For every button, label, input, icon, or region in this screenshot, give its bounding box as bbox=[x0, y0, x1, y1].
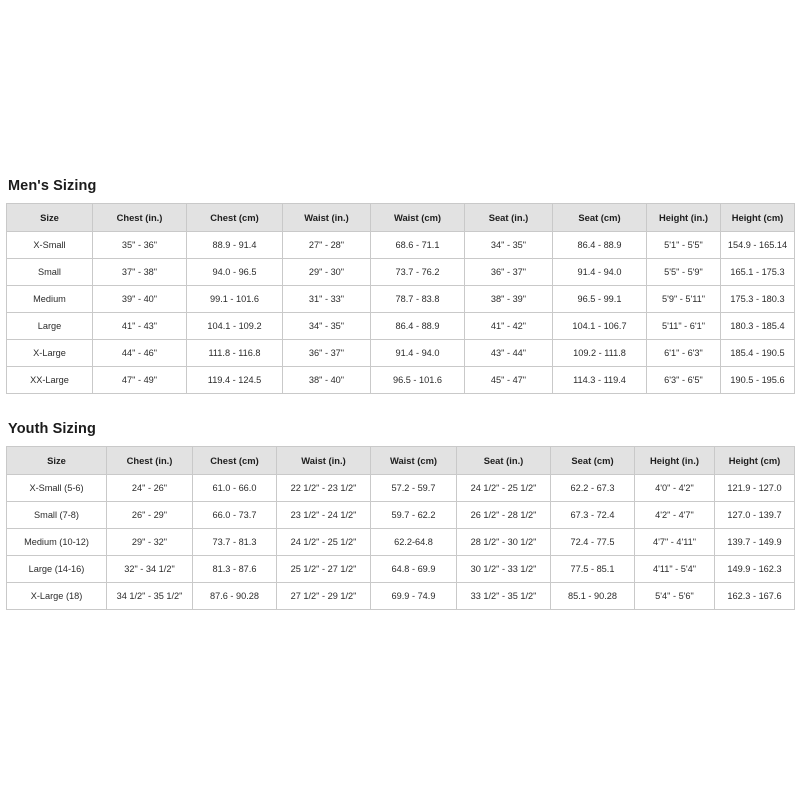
cell-waist-cm: 73.7 - 76.2 bbox=[371, 259, 465, 286]
column-header-height-in: Height (in.) bbox=[647, 204, 721, 232]
cell-seat-in: 34" - 35" bbox=[465, 232, 553, 259]
cell-height-cm: 162.3 - 167.6 bbox=[715, 583, 795, 610]
cell-size: Small bbox=[7, 259, 93, 286]
cell-height-in: 5'1" - 5'5" bbox=[647, 232, 721, 259]
table-row bbox=[7, 313, 795, 340]
cell-waist-cm: 59.7 - 62.2 bbox=[371, 502, 457, 529]
cell-seat-cm: 62.2 - 67.3 bbox=[551, 475, 635, 502]
column-header-height-cm: Height (cm) bbox=[721, 204, 795, 232]
table-row bbox=[7, 232, 795, 259]
cell-height-in: 5'11" - 6'1" bbox=[647, 313, 721, 340]
cell-seat-in: 33 1/2" - 35 1/2" bbox=[457, 583, 551, 610]
cell-seat-cm: 114.3 - 119.4 bbox=[553, 367, 647, 394]
cell-waist-in: 29" - 30" bbox=[283, 259, 371, 286]
cell-seat-cm: 86.4 - 88.9 bbox=[553, 232, 647, 259]
cell-chest-cm: 81.3 - 87.6 bbox=[193, 556, 277, 583]
cell-size: X-Small (5-6) bbox=[7, 475, 107, 502]
cell-chest-cm: 73.7 - 81.3 bbox=[193, 529, 277, 556]
cell-seat-in: 43" - 44" bbox=[465, 340, 553, 367]
table-row bbox=[7, 259, 795, 286]
cell-height-cm: 127.0 - 139.7 bbox=[715, 502, 795, 529]
column-header-waist-cm: Waist (cm) bbox=[371, 204, 465, 232]
cell-seat-in: 36" - 37" bbox=[465, 259, 553, 286]
table-row bbox=[7, 286, 795, 313]
cell-waist-cm: 68.6 - 71.1 bbox=[371, 232, 465, 259]
cell-waist-in: 34" - 35" bbox=[283, 313, 371, 340]
table-row bbox=[7, 529, 795, 556]
table-header-row bbox=[7, 204, 795, 232]
mens-sizing-section bbox=[6, 178, 794, 394]
cell-chest-cm: 94.0 - 96.5 bbox=[187, 259, 283, 286]
cell-height-in: 4'2" - 4'7" bbox=[635, 502, 715, 529]
cell-height-in: 4'11" - 5'4" bbox=[635, 556, 715, 583]
cell-waist-in: 23 1/2" - 24 1/2" bbox=[277, 502, 371, 529]
cell-seat-in: 28 1/2" - 30 1/2" bbox=[457, 529, 551, 556]
cell-chest-in: 29" - 32" bbox=[107, 529, 193, 556]
cell-seat-in: 38" - 39" bbox=[465, 286, 553, 313]
cell-size: Large bbox=[7, 313, 93, 340]
cell-size: X-Small bbox=[7, 232, 93, 259]
cell-waist-cm: 96.5 - 101.6 bbox=[371, 367, 465, 394]
cell-chest-in: 47" - 49" bbox=[93, 367, 187, 394]
cell-waist-cm: 64.8 - 69.9 bbox=[371, 556, 457, 583]
cell-height-cm: 175.3 - 180.3 bbox=[721, 286, 795, 313]
cell-chest-in: 41" - 43" bbox=[93, 313, 187, 340]
cell-chest-cm: 87.6 - 90.28 bbox=[193, 583, 277, 610]
cell-waist-cm: 86.4 - 88.9 bbox=[371, 313, 465, 340]
column-header-chest-cm: Chest (cm) bbox=[187, 204, 283, 232]
column-header-waist-in: Waist (in.) bbox=[283, 204, 371, 232]
cell-waist-in: 24 1/2" - 25 1/2" bbox=[277, 529, 371, 556]
cell-chest-in: 35" - 36" bbox=[93, 232, 187, 259]
column-header-seat-in: Seat (in.) bbox=[457, 447, 551, 475]
cell-waist-in: 27" - 28" bbox=[283, 232, 371, 259]
cell-chest-cm: 61.0 - 66.0 bbox=[193, 475, 277, 502]
cell-size: Medium (10-12) bbox=[7, 529, 107, 556]
cell-waist-in: 22 1/2" - 23 1/2" bbox=[277, 475, 371, 502]
cell-size: Large (14-16) bbox=[7, 556, 107, 583]
cell-chest-cm: 99.1 - 101.6 bbox=[187, 286, 283, 313]
cell-waist-cm: 69.9 - 74.9 bbox=[371, 583, 457, 610]
cell-chest-cm: 66.0 - 73.7 bbox=[193, 502, 277, 529]
youth-sizing-section bbox=[6, 421, 794, 610]
column-header-chest-cm: Chest (cm) bbox=[193, 447, 277, 475]
column-header-waist-cm: Waist (cm) bbox=[371, 447, 457, 475]
cell-waist-cm: 78.7 - 83.8 bbox=[371, 286, 465, 313]
cell-seat-in: 41" - 42" bbox=[465, 313, 553, 340]
cell-waist-in: 27 1/2" - 29 1/2" bbox=[277, 583, 371, 610]
cell-height-cm: 149.9 - 162.3 bbox=[715, 556, 795, 583]
table-row bbox=[7, 583, 795, 610]
table-header-row bbox=[7, 447, 795, 475]
cell-chest-cm: 111.8 - 116.8 bbox=[187, 340, 283, 367]
column-header-height-in: Height (in.) bbox=[635, 447, 715, 475]
cell-size: Medium bbox=[7, 286, 93, 313]
cell-height-in: 5'5" - 5'9" bbox=[647, 259, 721, 286]
cell-height-in: 6'1" - 6'3" bbox=[647, 340, 721, 367]
cell-chest-in: 24" - 26" bbox=[107, 475, 193, 502]
cell-height-in: 5'9" - 5'11" bbox=[647, 286, 721, 313]
cell-waist-in: 25 1/2" - 27 1/2" bbox=[277, 556, 371, 583]
page-title-youth: Youth Sizing bbox=[8, 421, 96, 437]
column-header-waist-in: Waist (in.) bbox=[277, 447, 371, 475]
table-row bbox=[7, 340, 795, 367]
cell-height-cm: 154.9 - 165.14 bbox=[721, 232, 795, 259]
cell-chest-in: 32" - 34 1/2" bbox=[107, 556, 193, 583]
column-header-seat-in: Seat (in.) bbox=[465, 204, 553, 232]
cell-chest-in: 34 1/2" - 35 1/2" bbox=[107, 583, 193, 610]
cell-seat-in: 24 1/2" - 25 1/2" bbox=[457, 475, 551, 502]
table-row bbox=[7, 502, 795, 529]
cell-seat-in: 45" - 47" bbox=[465, 367, 553, 394]
cell-height-in: 4'0" - 4'2" bbox=[635, 475, 715, 502]
column-header-chest-in: Chest (in.) bbox=[93, 204, 187, 232]
cell-seat-cm: 77.5 - 85.1 bbox=[551, 556, 635, 583]
cell-seat-cm: 85.1 - 90.28 bbox=[551, 583, 635, 610]
cell-seat-cm: 67.3 - 72.4 bbox=[551, 502, 635, 529]
cell-size: X-Large (18) bbox=[7, 583, 107, 610]
cell-height-in: 4'7" - 4'11" bbox=[635, 529, 715, 556]
cell-height-cm: 139.7 - 149.9 bbox=[715, 529, 795, 556]
cell-waist-in: 36" - 37" bbox=[283, 340, 371, 367]
table-row bbox=[7, 475, 795, 502]
cell-seat-cm: 96.5 - 99.1 bbox=[553, 286, 647, 313]
column-header-seat-cm: Seat (cm) bbox=[553, 204, 647, 232]
cell-seat-cm: 109.2 - 111.8 bbox=[553, 340, 647, 367]
cell-waist-in: 38" - 40" bbox=[283, 367, 371, 394]
youth-sizing-table bbox=[6, 446, 795, 610]
cell-height-cm: 165.1 - 175.3 bbox=[721, 259, 795, 286]
column-header-size: Size bbox=[7, 447, 107, 475]
table-row bbox=[7, 367, 795, 394]
cell-size: Small (7-8) bbox=[7, 502, 107, 529]
cell-seat-cm: 104.1 - 106.7 bbox=[553, 313, 647, 340]
cell-height-in: 6'3" - 6'5" bbox=[647, 367, 721, 394]
column-header-chest-in: Chest (in.) bbox=[107, 447, 193, 475]
cell-height-cm: 180.3 - 185.4 bbox=[721, 313, 795, 340]
cell-seat-cm: 72.4 - 77.5 bbox=[551, 529, 635, 556]
cell-waist-cm: 57.2 - 59.7 bbox=[371, 475, 457, 502]
cell-seat-cm: 91.4 - 94.0 bbox=[553, 259, 647, 286]
cell-height-cm: 121.9 - 127.0 bbox=[715, 475, 795, 502]
cell-height-cm: 190.5 - 195.6 bbox=[721, 367, 795, 394]
table-row bbox=[7, 556, 795, 583]
cell-chest-in: 37" - 38" bbox=[93, 259, 187, 286]
column-header-seat-cm: Seat (cm) bbox=[551, 447, 635, 475]
column-header-height-cm: Height (cm) bbox=[715, 447, 795, 475]
column-header-size: Size bbox=[7, 204, 93, 232]
cell-chest-cm: 88.9 - 91.4 bbox=[187, 232, 283, 259]
page-title-mens: Men's Sizing bbox=[8, 178, 97, 194]
cell-chest-cm: 104.1 - 109.2 bbox=[187, 313, 283, 340]
cell-size: X-Large bbox=[7, 340, 93, 367]
cell-height-in: 5'4" - 5'6" bbox=[635, 583, 715, 610]
cell-waist-cm: 62.2-64.8 bbox=[371, 529, 457, 556]
cell-chest-cm: 119.4 - 124.5 bbox=[187, 367, 283, 394]
cell-waist-cm: 91.4 - 94.0 bbox=[371, 340, 465, 367]
cell-chest-in: 44" - 46" bbox=[93, 340, 187, 367]
cell-seat-in: 26 1/2" - 28 1/2" bbox=[457, 502, 551, 529]
cell-chest-in: 39" - 40" bbox=[93, 286, 187, 313]
cell-height-cm: 185.4 - 190.5 bbox=[721, 340, 795, 367]
cell-waist-in: 31" - 33" bbox=[283, 286, 371, 313]
mens-sizing-table bbox=[6, 203, 795, 394]
cell-chest-in: 26" - 29" bbox=[107, 502, 193, 529]
cell-size: XX-Large bbox=[7, 367, 93, 394]
cell-seat-in: 30 1/2" - 33 1/2" bbox=[457, 556, 551, 583]
